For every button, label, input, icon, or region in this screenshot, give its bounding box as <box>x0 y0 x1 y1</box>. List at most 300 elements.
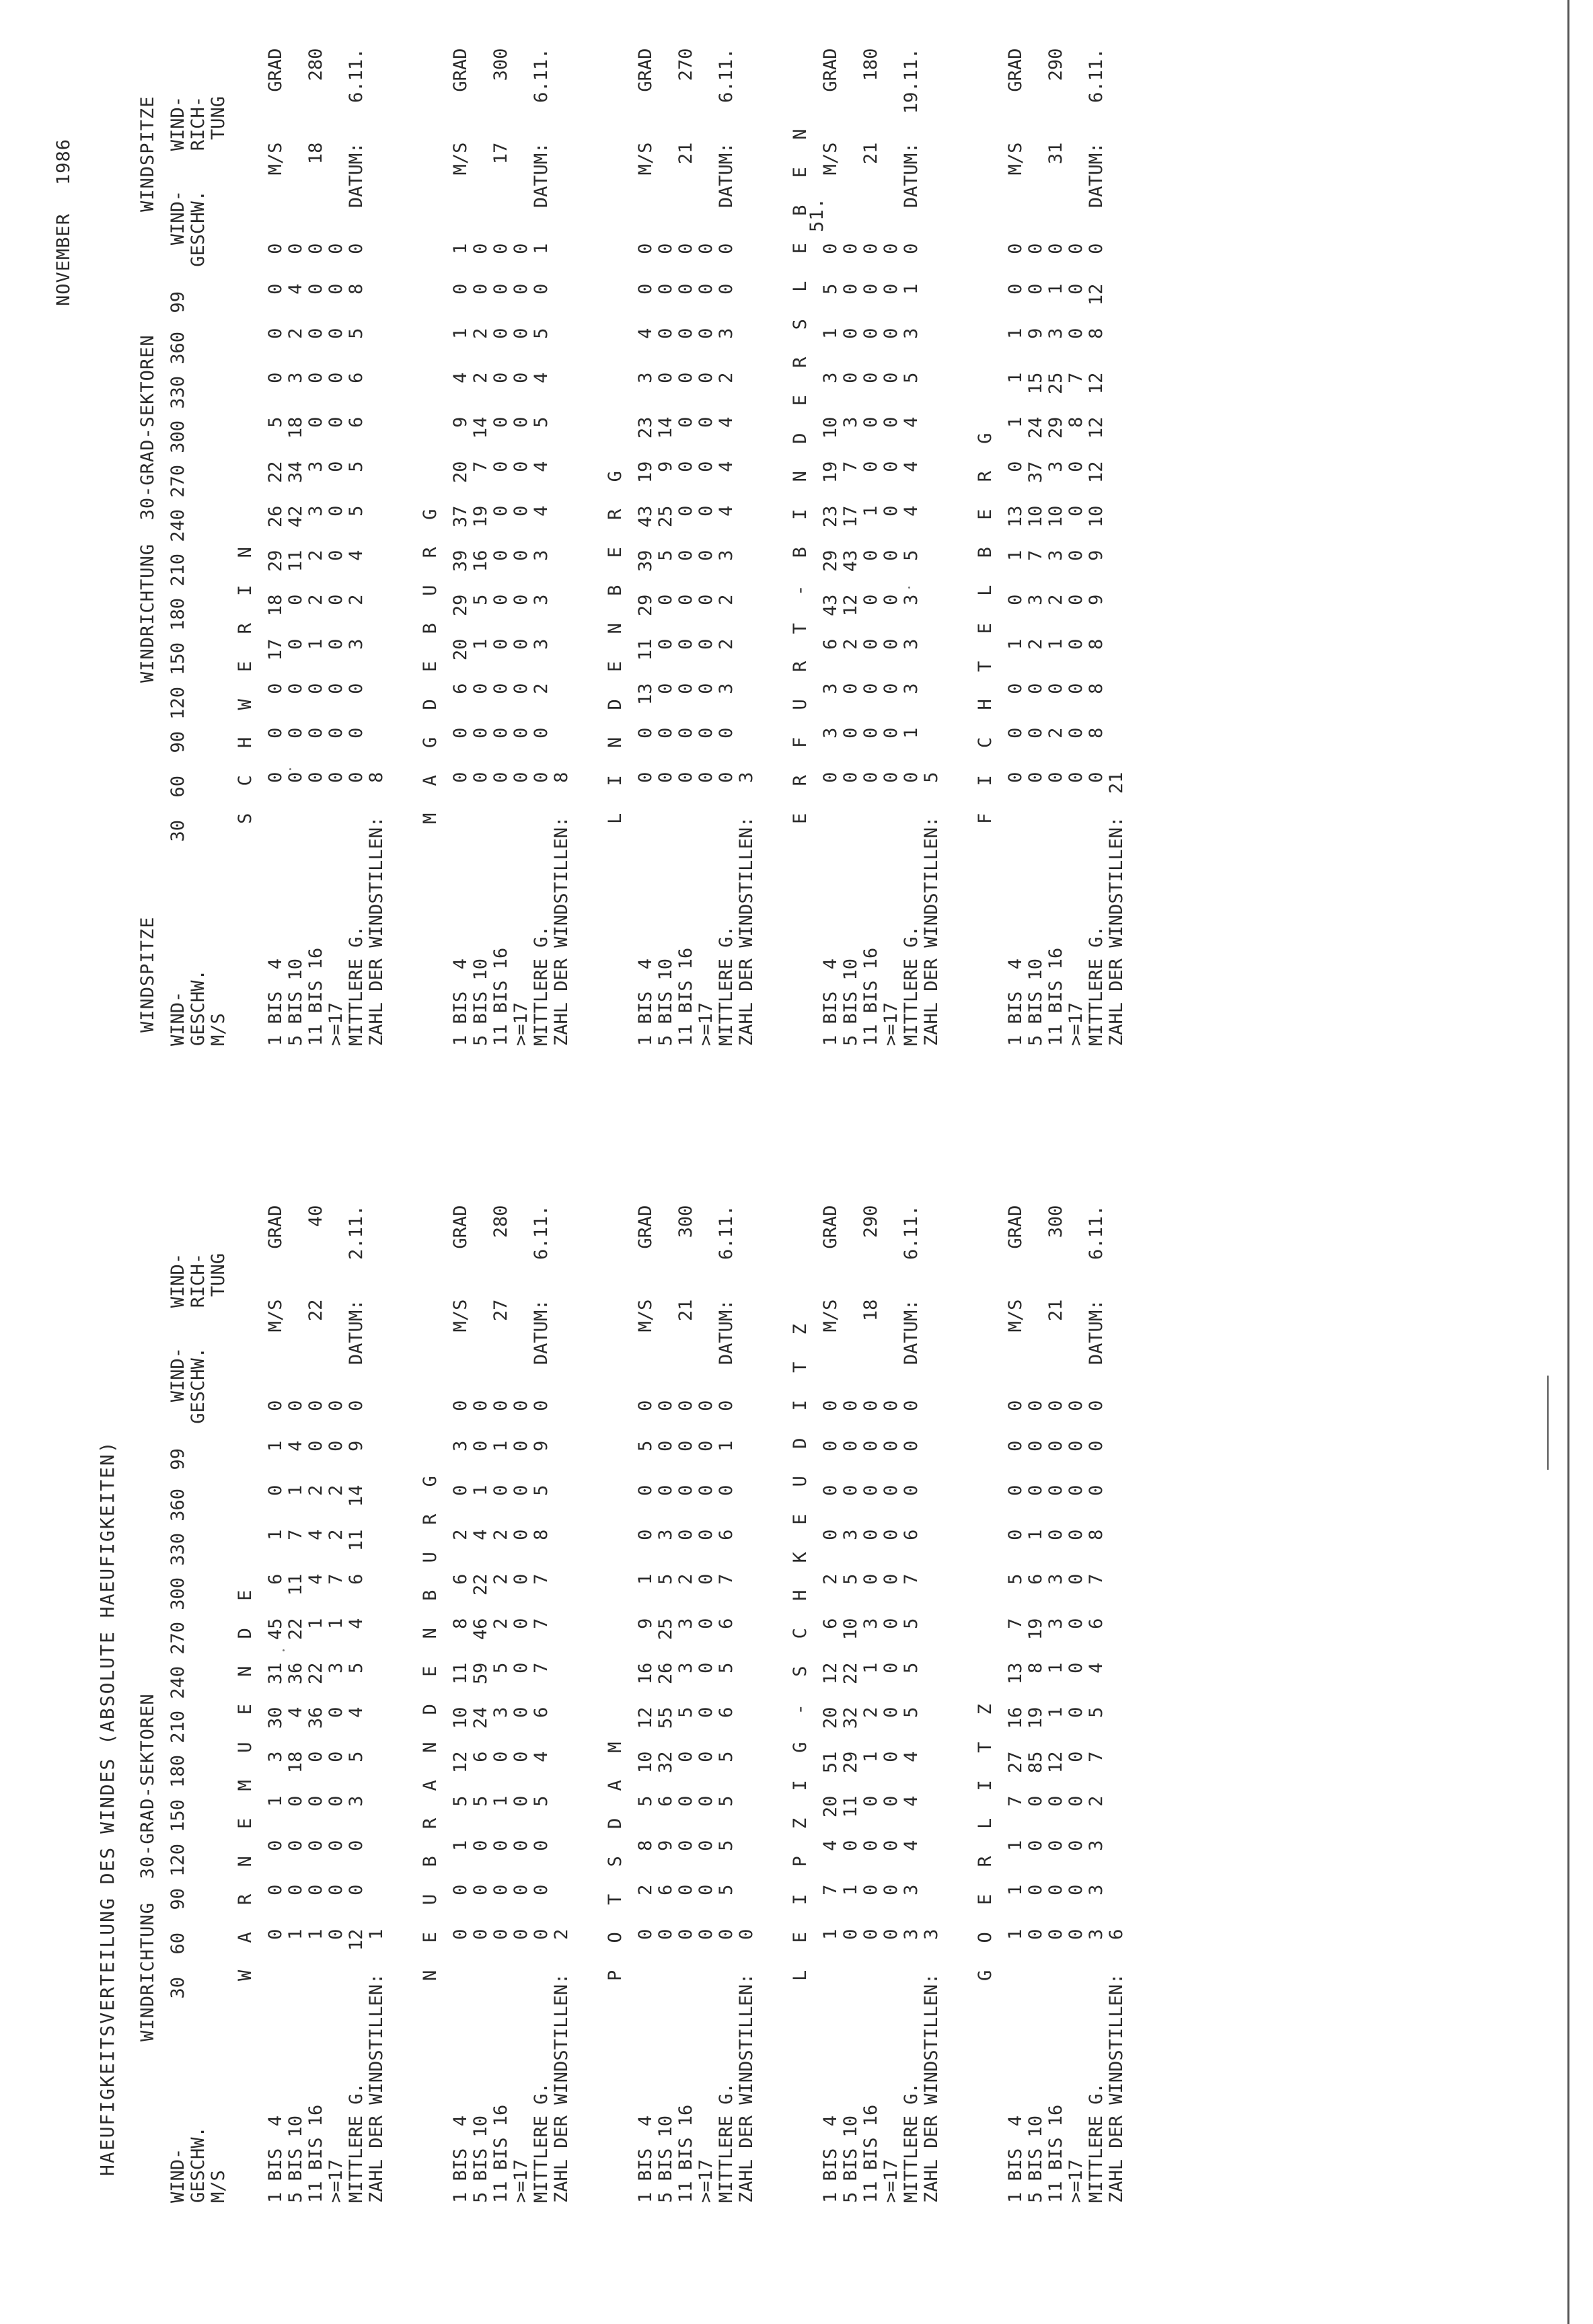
frequency-cell: 1 <box>860 505 881 517</box>
frequency-cell: 5 <box>716 1884 737 1896</box>
empty-cell <box>367 506 387 550</box>
frequency-cell: 59 <box>470 1662 491 1685</box>
row-label: 5 BIS 10 <box>470 2115 491 2203</box>
empty-cell <box>922 683 942 728</box>
peak-date: 2.11. <box>346 1205 367 1260</box>
empty-cell <box>367 1840 387 1885</box>
peak-speed-value: 31 <box>1045 142 1066 165</box>
frequency-cell: 7 <box>840 461 861 472</box>
frequency-cell: 18 <box>265 594 286 617</box>
frequency-cell: 0 <box>305 243 326 254</box>
frequency-cell: 6 <box>265 1573 286 1585</box>
station-table <box>266 1205 387 2203</box>
frequency-cell: 6 <box>346 372 367 383</box>
frequency-cell: 0 <box>696 1573 716 1585</box>
empty-cell <box>1107 417 1127 461</box>
frequency-cell: 0 <box>840 1840 861 1851</box>
frequency-cell: 0 <box>820 243 841 254</box>
frequency-cell: 3 <box>655 1529 676 1540</box>
row-label: 5 BIS 10 <box>840 958 861 1046</box>
frequency-cell: 0 <box>881 1529 901 1540</box>
sector-heading <box>188 1977 209 2021</box>
frequency-cell: 0 <box>326 505 346 517</box>
frequency-cell: 0 <box>265 1928 286 1940</box>
frequency-cell: 0 <box>860 1573 881 1585</box>
row-label: 11 BIS 16 <box>860 947 881 1046</box>
frequency-cell: 3 <box>901 1884 922 1896</box>
sector-heading <box>188 1755 209 1799</box>
frequency-cell: 19 <box>1025 1618 1046 1641</box>
row-label: 1 BIS 4 <box>820 2115 841 2203</box>
peak-speed-unit: M/S <box>1005 142 1026 176</box>
page-number: 51. <box>807 197 827 232</box>
header-row <box>188 1253 209 2203</box>
empty-cell <box>737 1840 757 1885</box>
date-label: DATUM: <box>1086 1299 1107 1365</box>
station-name: E R F U R T - B I N D E R S L E B E N <box>790 120 811 824</box>
sector-heading <box>209 1489 229 1533</box>
frequency-cell: 4 <box>901 505 922 517</box>
frequency-cell: 0 <box>511 1662 531 1674</box>
frequency-cell: 10 <box>820 416 841 439</box>
frequency-cell: 0 <box>1066 727 1086 739</box>
date-label: DATUM: <box>1086 142 1107 209</box>
empty-cell <box>367 417 387 461</box>
frequency-cell: 0 <box>490 372 511 383</box>
frequency-cell: 0 <box>285 1400 306 1411</box>
frequency-cell: 0 <box>1045 1485 1066 1496</box>
empty-cell <box>1107 1400 1127 1441</box>
row-label: >=17 <box>1066 2159 1086 2203</box>
table-row <box>511 48 531 1046</box>
row-label: MITTLERE G. <box>531 926 552 1046</box>
peak-date: 6.11. <box>1086 48 1107 103</box>
frequency-cell: 8 <box>531 1529 552 1540</box>
frequency-cell: 0 <box>470 727 491 739</box>
frequency-cell: 7 <box>820 1884 841 1896</box>
frequency-cell: 0 <box>840 372 861 383</box>
empty-cell <box>367 1707 387 1752</box>
frequency-cell: 6 <box>820 638 841 650</box>
frequency-cell: 3 <box>1045 461 1066 472</box>
frequency-cell: 0 <box>635 243 656 254</box>
right-peak-title: WINDSPITZE <box>137 96 158 212</box>
frequency-cell: 3 <box>675 1618 696 1629</box>
empty-cell <box>737 728 757 772</box>
frequency-cell: 2 <box>326 1485 346 1496</box>
sector-heading: 270 <box>168 465 188 498</box>
station-table <box>1006 48 1127 1046</box>
year-label: 1986 <box>53 138 74 185</box>
row-label: 1 BIS 4 <box>1005 2115 1026 2203</box>
frequency-cell: 22 <box>285 1618 306 1641</box>
empty-cell <box>552 1840 572 1885</box>
frequency-cell: 0 <box>655 638 676 650</box>
empty-cell <box>737 1618 757 1663</box>
frequency-cell: 4 <box>901 1840 922 1851</box>
scan-edge-mark <box>1547 1376 1549 1470</box>
table-row <box>1086 1205 1107 2203</box>
frequency-cell: 0 <box>655 594 676 605</box>
frequency-cell: 14 <box>346 1485 367 1507</box>
empty-cell <box>1107 1205 1127 1300</box>
frequency-cell: 12 <box>820 1662 841 1685</box>
frequency-cell: 2 <box>285 328 306 339</box>
frequency-cell: 0 <box>840 328 861 339</box>
frequency-cell: 46 <box>470 1618 491 1641</box>
peak-date: 6.11. <box>716 1205 737 1260</box>
table-row <box>861 1205 881 2203</box>
frequency-cell: 12 <box>346 1928 367 1951</box>
peak-speed-value: 18 <box>305 142 326 165</box>
date-label: DATUM: <box>346 142 367 209</box>
frequency-cell: 0 <box>881 683 901 694</box>
empty-cell <box>552 639 572 683</box>
station-name: N E U B R A N D E N B U R G <box>420 1468 441 1981</box>
empty-cell <box>1107 1752 1127 1796</box>
frequency-cell: 0 <box>490 416 511 428</box>
frequency-cell: 6 <box>531 1707 552 1718</box>
empty-cell <box>1066 1300 1086 1400</box>
empty-cell <box>367 1574 387 1618</box>
frequency-cell: 11 <box>285 1573 306 1596</box>
frequency-cell: 3 <box>450 1440 471 1452</box>
frequency-cell: 0 <box>655 1440 676 1452</box>
empty-cell <box>1107 1707 1127 1752</box>
frequency-cell: 19 <box>470 505 491 528</box>
row-label: 5 BIS 10 <box>1025 2115 1046 2203</box>
frequency-cell: 3 <box>346 638 367 650</box>
frequency-cell: 0 <box>490 550 511 561</box>
frequency-cell: 0 <box>531 1928 552 1940</box>
row-label: ZAHL DER WINDSTILLEN: <box>366 1973 387 2203</box>
frequency-cell: 0 <box>265 1400 286 1411</box>
frequency-cell: 0 <box>1025 1795 1046 1807</box>
frequency-cell: 0 <box>1045 1529 1066 1540</box>
empty-cell <box>922 1840 942 1885</box>
frequency-cell: 1 <box>840 1884 861 1896</box>
frequency-cell: 26 <box>265 505 286 528</box>
frequency-cell: 0 <box>1025 772 1046 783</box>
peak-speed-heading: GESCHW. <box>188 190 209 267</box>
row-label: ZAHL DER WINDSTILLEN: <box>1106 816 1127 1046</box>
empty-cell <box>881 48 901 143</box>
frequency-cell: 3 <box>716 683 737 694</box>
frequency-cell: 0 <box>511 1573 531 1585</box>
frequency-cell: 0 <box>696 416 716 428</box>
frequency-cell: 0 <box>531 772 552 783</box>
speed-class-heading: M/S <box>208 1013 229 1046</box>
sector-heading <box>188 687 209 731</box>
frequency-cell: 0 <box>326 1751 346 1762</box>
frequency-cell: 4 <box>531 372 552 383</box>
frequency-cell: 0 <box>265 683 286 694</box>
frequency-cell: 0 <box>326 683 346 694</box>
peak-speed-value: 21 <box>1045 1299 1066 1322</box>
empty-cell <box>922 1752 942 1796</box>
frequency-cell: 0 <box>470 1400 491 1411</box>
frequency-cell: 0 <box>1045 683 1066 694</box>
sector-heading <box>209 776 229 820</box>
frequency-cell: 0 <box>305 1795 326 1807</box>
empty-cell <box>737 373 757 417</box>
table-row <box>511 1205 531 2203</box>
frequency-cell: 7 <box>1005 1795 1026 1807</box>
frequency-cell: 0 <box>716 727 737 739</box>
calm-count: 8 <box>551 772 572 783</box>
sector-heading <box>188 291 209 332</box>
empty-cell <box>737 284 757 328</box>
table-row <box>1006 1205 1026 2203</box>
frequency-cell: 0 <box>326 461 346 472</box>
empty-cell <box>471 143 491 243</box>
table-row <box>696 1205 716 2203</box>
frequency-cell: 1 <box>1005 1840 1026 1851</box>
sector-heading <box>188 731 209 776</box>
sector-heading <box>209 1711 229 1755</box>
frequency-cell: 0 <box>305 283 326 295</box>
header-row <box>209 96 229 1046</box>
frequency-cell: 3 <box>490 1707 511 1718</box>
frequency-cell: 7 <box>531 1662 552 1674</box>
frequency-cell: 5 <box>716 1662 737 1674</box>
frequency-cell: 1 <box>470 638 491 650</box>
table-row <box>531 48 552 1046</box>
empty-cell <box>552 550 572 595</box>
station-table <box>451 1205 572 2203</box>
frequency-cell: 43 <box>635 505 656 528</box>
frequency-cell: 3 <box>675 1662 696 1674</box>
sector-heading <box>188 776 209 820</box>
frequency-cell: 0 <box>1025 243 1046 254</box>
frequency-cell: 4 <box>901 1751 922 1762</box>
table-row <box>1107 48 1127 1046</box>
frequency-cell: 9 <box>1025 328 1046 339</box>
peak-date: 6.11. <box>531 1205 552 1260</box>
sector-heading <box>209 465 229 509</box>
row-label: 1 BIS 4 <box>1005 958 1026 1046</box>
table-row <box>821 48 841 1046</box>
frequency-cell: 0 <box>696 772 716 783</box>
frequency-cell: 0 <box>1025 1485 1046 1496</box>
frequency-cell: 0 <box>696 550 716 561</box>
scan-speck <box>283 1649 285 1651</box>
empty-cell <box>737 243 757 284</box>
frequency-cell: 6 <box>346 1573 367 1585</box>
frequency-cell: 1 <box>285 1928 306 1940</box>
sector-heading: 210 <box>168 554 188 587</box>
frequency-cell: 0 <box>285 727 306 739</box>
frequency-cell: 19 <box>1025 1707 1046 1729</box>
frequency-cell: 2 <box>675 1573 696 1585</box>
frequency-cell: 10 <box>635 1751 656 1774</box>
frequency-cell: 1 <box>265 1440 286 1452</box>
frequency-cell: 3 <box>860 1618 881 1629</box>
peak-dir-heading: RICH- <box>188 96 209 151</box>
frequency-cell: 0 <box>901 1400 922 1411</box>
frequency-cell: 20 <box>820 1795 841 1818</box>
station-table <box>821 1205 942 2203</box>
empty-cell <box>922 1300 942 1400</box>
right-direction-title: WINDRICHTUNG 30-GRAD-SEKTOREN <box>137 334 158 683</box>
frequency-cell: 0 <box>860 1840 881 1851</box>
frequency-cell: 0 <box>1005 772 1026 783</box>
frequency-cell: 0 <box>881 461 901 472</box>
sector-heading <box>188 1622 209 1666</box>
frequency-cell: 1 <box>490 1795 511 1807</box>
empty-cell <box>552 284 572 328</box>
empty-cell <box>511 1205 531 1300</box>
frequency-cell: 7 <box>1086 1573 1107 1585</box>
speed-class-heading: M/S <box>208 2170 229 2203</box>
frequency-cell: 0 <box>716 1400 737 1411</box>
frequency-cell: 4 <box>305 1529 326 1540</box>
table-row <box>346 1205 367 2203</box>
peak-dir-heading: WIND- <box>168 96 188 151</box>
table-row <box>367 1205 387 2203</box>
frequency-cell: 17 <box>265 638 286 661</box>
frequency-cell: 0 <box>490 683 511 694</box>
column-header-table <box>168 1253 229 2203</box>
frequency-cell: 0 <box>490 328 511 339</box>
frequency-cell: 0 <box>511 1618 531 1629</box>
frequency-cell: 42 <box>285 505 306 528</box>
empty-cell <box>1107 1840 1127 1885</box>
frequency-cell: 0 <box>635 727 656 739</box>
table-row <box>471 1205 491 2203</box>
frequency-cell: 0 <box>860 683 881 694</box>
frequency-cell: 0 <box>511 243 531 254</box>
frequency-cell: 0 <box>265 772 286 783</box>
frequency-cell: 0 <box>1025 1440 1046 1452</box>
frequency-cell: 0 <box>881 505 901 517</box>
frequency-cell: 85 <box>1025 1751 1046 1774</box>
peak-dir-heading: TUNG <box>208 1253 229 1298</box>
frequency-cell: 3 <box>1025 594 1046 605</box>
frequency-cell: 0 <box>1086 1485 1107 1496</box>
frequency-cell: 0 <box>881 1795 901 1807</box>
frequency-cell: 1 <box>531 243 552 254</box>
row-label: MITTLERE G. <box>1086 926 1107 1046</box>
frequency-cell: 5 <box>346 1751 367 1762</box>
row-label: 11 BIS 16 <box>1045 2104 1066 2203</box>
frequency-cell: 2 <box>1086 1795 1107 1807</box>
frequency-cell: 31 <box>265 1662 286 1685</box>
frequency-cell: 0 <box>450 727 471 739</box>
frequency-cell: 0 <box>305 1400 326 1411</box>
frequency-cell: 0 <box>511 1440 531 1452</box>
frequency-cell: 0 <box>450 1884 471 1896</box>
empty-cell <box>737 328 757 373</box>
frequency-cell: 0 <box>511 328 531 339</box>
frequency-cell: 6 <box>716 1618 737 1629</box>
peak-speed-value: 27 <box>490 1299 511 1322</box>
frequency-cell: 0 <box>326 1707 346 1718</box>
frequency-cell: 0 <box>305 416 326 428</box>
frequency-cell: 0 <box>675 283 696 295</box>
frequency-cell: 0 <box>490 1485 511 1496</box>
table-row <box>656 48 676 1046</box>
frequency-cell: 0 <box>696 372 716 383</box>
table-row <box>286 1205 306 2203</box>
empty-cell <box>922 1530 942 1574</box>
station-table <box>636 48 757 1046</box>
frequency-cell: 17 <box>840 505 861 528</box>
peak-dir-value: 300 <box>1045 1205 1066 1238</box>
empty-cell <box>552 1574 572 1618</box>
frequency-cell: 3 <box>901 1928 922 1940</box>
frequency-cell: 2 <box>840 638 861 650</box>
frequency-cell: 1 <box>1005 638 1026 650</box>
frequency-cell: 0 <box>1066 1795 1086 1807</box>
peak-speed-value: 21 <box>675 1299 696 1322</box>
empty-cell <box>696 1205 716 1300</box>
frequency-cell: 3 <box>840 416 861 428</box>
empty-cell <box>552 506 572 550</box>
frequency-cell: 2 <box>1045 594 1066 605</box>
frequency-cell: 10 <box>840 1618 861 1641</box>
frequency-cell: 0 <box>860 550 881 561</box>
empty-cell <box>737 48 757 143</box>
empty-cell <box>1107 1618 1127 1663</box>
frequency-cell: 0 <box>820 772 841 783</box>
frequency-cell: 3 <box>265 1751 286 1762</box>
frequency-cell: 22 <box>470 1573 491 1596</box>
frequency-cell: 0 <box>1005 1400 1026 1411</box>
frequency-cell: 0 <box>1005 1440 1026 1452</box>
frequency-cell: 2 <box>346 594 367 605</box>
frequency-cell: 3 <box>346 1795 367 1807</box>
frequency-cell: 0 <box>881 1400 901 1411</box>
frequency-cell: 5 <box>635 1440 656 1452</box>
frequency-cell: 14 <box>470 416 491 439</box>
frequency-cell: 0 <box>675 1440 696 1452</box>
empty-cell <box>367 1485 387 1530</box>
frequency-cell: 0 <box>326 1840 346 1851</box>
frequency-cell: 0 <box>655 283 676 295</box>
frequency-cell: 0 <box>881 1884 901 1896</box>
frequency-cell: 0 <box>490 461 511 472</box>
frequency-cell: 0 <box>675 550 696 561</box>
frequency-cell: 0 <box>655 372 676 383</box>
frequency-cell: 0 <box>820 1400 841 1411</box>
frequency-cell: 0 <box>305 772 326 783</box>
frequency-cell: 36 <box>285 1662 306 1685</box>
table-row <box>901 1205 922 2203</box>
empty-cell <box>367 550 387 595</box>
frequency-cell: 5 <box>840 1573 861 1585</box>
frequency-cell: 5 <box>1086 1707 1107 1718</box>
empty-cell <box>737 1885 757 1929</box>
empty-cell <box>1107 1574 1127 1618</box>
frequency-cell: 6 <box>820 1618 841 1629</box>
date-label: DATUM: <box>346 1299 367 1365</box>
empty-cell <box>367 461 387 506</box>
peak-speed-value: 22 <box>305 1299 326 1322</box>
frequency-cell: 1 <box>305 1618 326 1629</box>
station-name: M A G D E B U R G <box>420 500 441 824</box>
table-row <box>1006 48 1026 1046</box>
sector-heading: 210 <box>168 1711 188 1744</box>
frequency-cell: 2 <box>820 1573 841 1585</box>
frequency-cell: 0 <box>326 1440 346 1452</box>
sector-heading: 180 <box>168 1755 188 1788</box>
table-row <box>491 48 511 1046</box>
frequency-cell: 0 <box>511 1400 531 1411</box>
frequency-cell: 1 <box>860 1662 881 1674</box>
sector-heading <box>209 820 229 864</box>
frequency-cell: 6 <box>655 1884 676 1896</box>
